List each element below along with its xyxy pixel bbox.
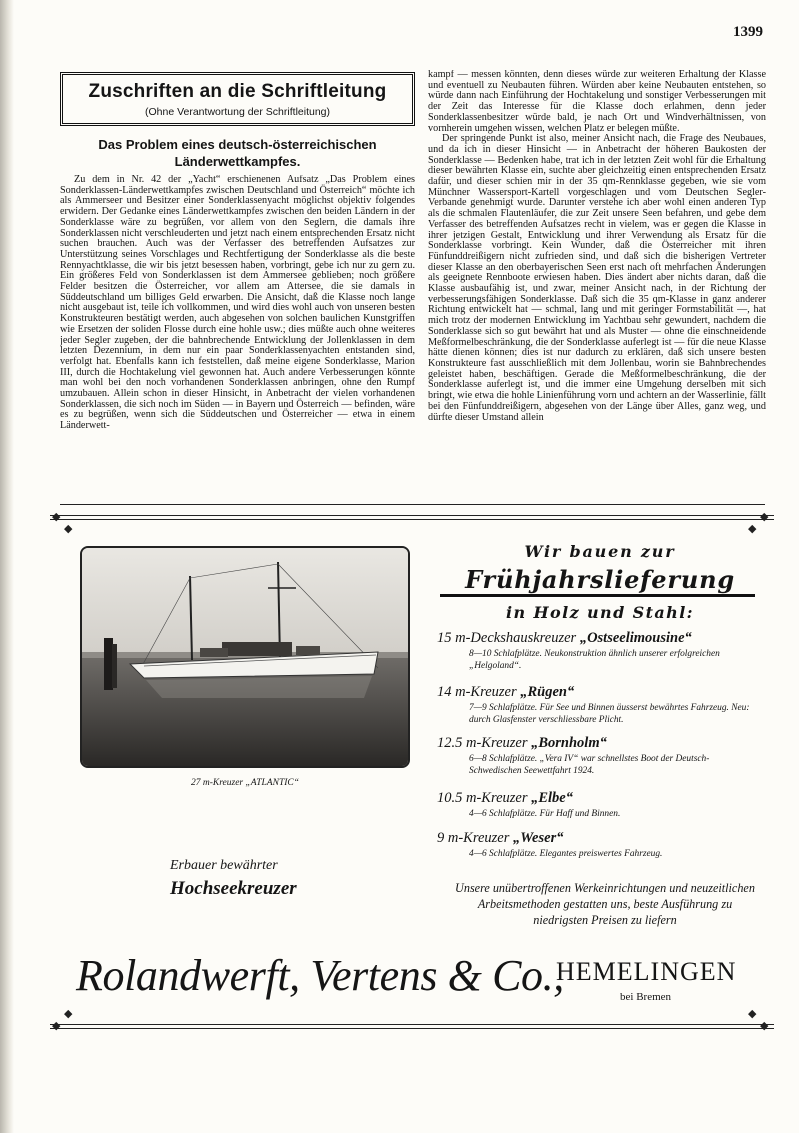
boat-offer [437, 830, 757, 860]
ad-title-line-1: Wir bauen zur [524, 542, 676, 561]
section-subheading: (Ohne Verantwortung der Schriftleitung) [144, 106, 331, 118]
ad-title-line-2: Frühjahrslieferung [465, 565, 735, 594]
article-paragraph: Der springende Punkt ist also, meiner Ansicht nach, die Frage des Neubaues, und da ich in dieser Hinsicht — in Anbetracht der höheren Baukosten der Sonderklasse — Bedenken habe, trat ich in der letzten Zeit wohl für die Erhaltung dieser bewährten Klasse ein, suchte aber gleichzeitig einen entsprechenden Ersatz dafür, und dieser schien mir in der 35 qm-Rennklasse gegeben, wie sie vom Münchner Wassersport-Kartell vorgeschlagen und vom Deutschen Segler-Verbande genehmigt wurde. Darunter verstehe ich aber wohl einen anderen Typ als die schmalen Flautenläufer, die zur Zeit unsere Seen befahren, und gebe dem Verfasser des betreffenden Aufsatzes recht in vielem, was er gegen die Klasse in ihrer jetzigen Gestalt, Entwicklung und ihrer Verwendung als Ersatz für die Sonderklasse vorbringt. Kein Wunder, daß die Österreicher mit ihren Fünfunddreißigern nicht zufrieden sind, und daß sich die bisherigen Vertreter dieser Klasse an den oberbayerischen Seen erst nach oft mehrfachen Änderungen als geeignete Rennboote erwiesen haben. Dies ändert aber nichts daran, daß die Klasse ausbaufähig ist, und zwar, meiner Ansicht nach, in der Richtung der verbesserungsfähigen Sonderklasse. Daß sich die 35 qm-Klasse in ganz anderer Richtung entwickelt hat — schmal, lang und mit geringer Formstabilität —, hat mich trotz der modernen Entwicklung im Yachtbau sehr gewundert, nachdem die Sonderklasse sich so gut bewährt hat und als Muster — ohne die einschneidende Meßformelbeschränkung, die der Sonderklasse auferlegt ist — für die neue Klasse hätte dienen können; dies ist nur dadurch zu erklären, daß sich unsere besten Konstrukteure fast ausschließlich mit dem Jollenbau, worin sie Bahnbrechendes geleistet haben, beschäftigen. Gerade die Meßformelbeschränkung, die der Sonderklasse auferlegt ist, und die immer eine Umgehung derselben mit sich bringt, wie etwa die hohle Linienführung vorn und achtern an der Wasserlinie, fällt bei den Fünfunddreißigern, abgesehen von der Länge über Alles, ganz weg, und dürfte dieser Umstand allein [428, 133, 766, 423]
section-heading-box [60, 72, 415, 126]
page-edge-shadow [0, 0, 14, 1133]
builder-claim [170, 858, 330, 900]
boat-description: 4—6 Schlafplätze. Für Haff und Binnen. [469, 809, 621, 819]
boat-description: 4—6 Schlafplätze. Elegantes preiswertes Fahrzeug. [469, 849, 663, 859]
ad-title-line-3: in Holz und Stahl: [506, 603, 694, 622]
ad-top-ornament-rule [50, 515, 774, 520]
diamond-ornament-icon: ◆ [64, 1008, 73, 1020]
article-paragraph: Zu dem in Nr. 42 der „Yacht“ erschienenen Aufsatz „Das Problem eines Sonderklassen-Länderwettkampfes zwischen Deutschland und Österreich“ möchte ich als Ammerseer und Besitzer einer Sonderklassenyacht möglichst objektiv folgendes erwidern. Der Gedanke eines Länderwettkampfes zwischen den beiden Ländern in der Sonderklasse wäre zu begrüßen, vor allem von den Seglern, die damals ihre Sonderklassen nicht verschleuderten und jetzt nach einem entsprechenden Ersatz nicht suchen brauchen. Auch was der Verfasser des betreffenden Aufsatzes zur Unterstützung seines Vorschlages und Rechtfertigung der Sonderklasse als die beste Rennyachtklasse, die wir bis jetzt besessen haben, vorbringt, gebe ich nur zu gern zu. Ein größeres Feld von Sonderklassen ist dem Ammersee geblieben; noch größere Felder besitzen die Österreicher, vor allem am Attersee, die sie damals in Süddeutschland um billiges Geld erwarben. Die Ansicht, daß die Klasse noch lange nicht ausgebaut ist, teile ich vollkommen, und wird dies wohl auch von unseren besten Konstrukteuren bestätigt werden, auch abgesehen von solchen baulichen Kunstgriffen wie Ersetzen der soliden Flosse durch eine hohle usw.; dies müßte auch ohne weiteres jeder Segler zugeben, der die bahnbrechende Entwicklung der Jollenklassen in dem letzten Dezennium, in dem nur ein paar Sonderklassenyachten entstanden sind, verfolgt hat. Ebenfalls kann ich feststellen, daß meine eigene Sonderklasse, Marion III, durch die Hochtakelung viel gewonnen hat. Auch andere Verbesserungen könnte man wohl bei den noch vorhandenen Sonderklassen anbringen, ohne den Rumpf umzubauen. Allein schon in dieser Hinsicht, in Anbetracht der vielen vorhandenen Sonderklassen, die sich noch im Süden — in Bayern und Österreich — befinden, wäre es zu begrüßen, wenn sich die Süddeutschen und Österreicher — etwa in einem Länderwett- [60, 175, 415, 432]
section-heading: Zuschriften an die Schriftleitung [88, 81, 387, 102]
boat-name: „Ostseelimousine“ [579, 630, 692, 646]
ad-title-rule [440, 594, 755, 598]
ad-bottom-ornament-rule [50, 1024, 774, 1029]
yacht-photo-image [82, 548, 408, 766]
diamond-ornament-icon: ◆ [52, 511, 61, 523]
builder-line-2: Hochseekreuzer [170, 878, 297, 899]
boat-size: 9 m-Kreuzer [437, 830, 510, 846]
diamond-ornament-icon: ◆ [52, 1020, 61, 1032]
article-title: Das Problem eines deutsch-österreichischen Länderwettkampfes. [98, 137, 377, 169]
ad-tagline: Unsere unübertroffenen Werkeinrichtungen und neuzeitlichen Arbeitsmethoden gestatten uns, beste Ausführung zu niedrigsten Preisen zu liefern [455, 881, 755, 927]
company-town: HEMELINGEN [556, 957, 737, 986]
boat-description: 7—9 Schlafplätze. Für See und Binnen äusserst bewährtes Fahrzeug. Neu: durch Glasfenster verschliessbare Plicht. [469, 703, 750, 725]
page-number: 1399 [733, 24, 763, 40]
article-bottom-rule [60, 504, 765, 505]
article-column-right [428, 70, 766, 500]
builder-line-1: Erbauer bewährter [170, 858, 278, 873]
boat-size: 10.5 m-Kreuzer [437, 790, 528, 806]
boat-description: 6—8 Schlafplätze. „Vera IV“ war schnellstes Boot der Deutsch-Schwedischen Seewettfahrt 1924. [469, 754, 710, 776]
article-paragraph: kampf — messen könnten, denn dieses würde zur weiteren Erhaltung der Klasse und eventuell zu Neubauten führen. Würden aber keine Neubauten entstehen, so würde dann nach Einführung der Hochtakelung und sonstiger Verbesserungen mit der Zeit das Interesse für die Klasse doch erlahmen, denn jeder Sonderklassenbesitzer würde bald, je nach Ort und Windverhältnissen, von vornherein umgehen wissen, welchen Platz er belegen müßte. [428, 70, 766, 134]
boat-name: „Bornholm“ [531, 735, 607, 751]
diamond-ornament-icon: ◆ [760, 1020, 769, 1032]
boat-size: 15 m-Deckshauskreuzer [437, 630, 577, 646]
boat-name: „Weser“ [512, 830, 564, 846]
boat-offer [437, 630, 757, 672]
boat-offer [437, 735, 757, 777]
diamond-ornament-icon: ◆ [760, 511, 769, 523]
boat-description: 8—10 Schlafplätze. Neukonstruktion ähnlich unserer erfolgreichen „Helgoland“. [469, 649, 720, 671]
boat-size: 14 m-Kreuzer [437, 684, 517, 700]
diamond-ornament-icon: ◆ [64, 523, 73, 535]
yacht-photo [80, 546, 410, 768]
diamond-ornament-icon: ◆ [748, 1008, 757, 1020]
article-column-left [60, 175, 415, 497]
diamond-ornament-icon: ◆ [748, 523, 757, 535]
company-town-sub: bei Bremen [620, 991, 672, 1003]
photo-caption: 27 m-Kreuzer „ATLANTIC“ [190, 778, 300, 788]
boat-offer [437, 684, 757, 726]
company-name: Rolandwerft, Vertens & Co., [76, 951, 564, 1000]
boat-name: „Rügen“ [520, 684, 575, 700]
boat-name: „Elbe“ [531, 790, 573, 806]
boat-size: 12.5 m-Kreuzer [437, 735, 528, 751]
boat-offer [437, 790, 757, 820]
